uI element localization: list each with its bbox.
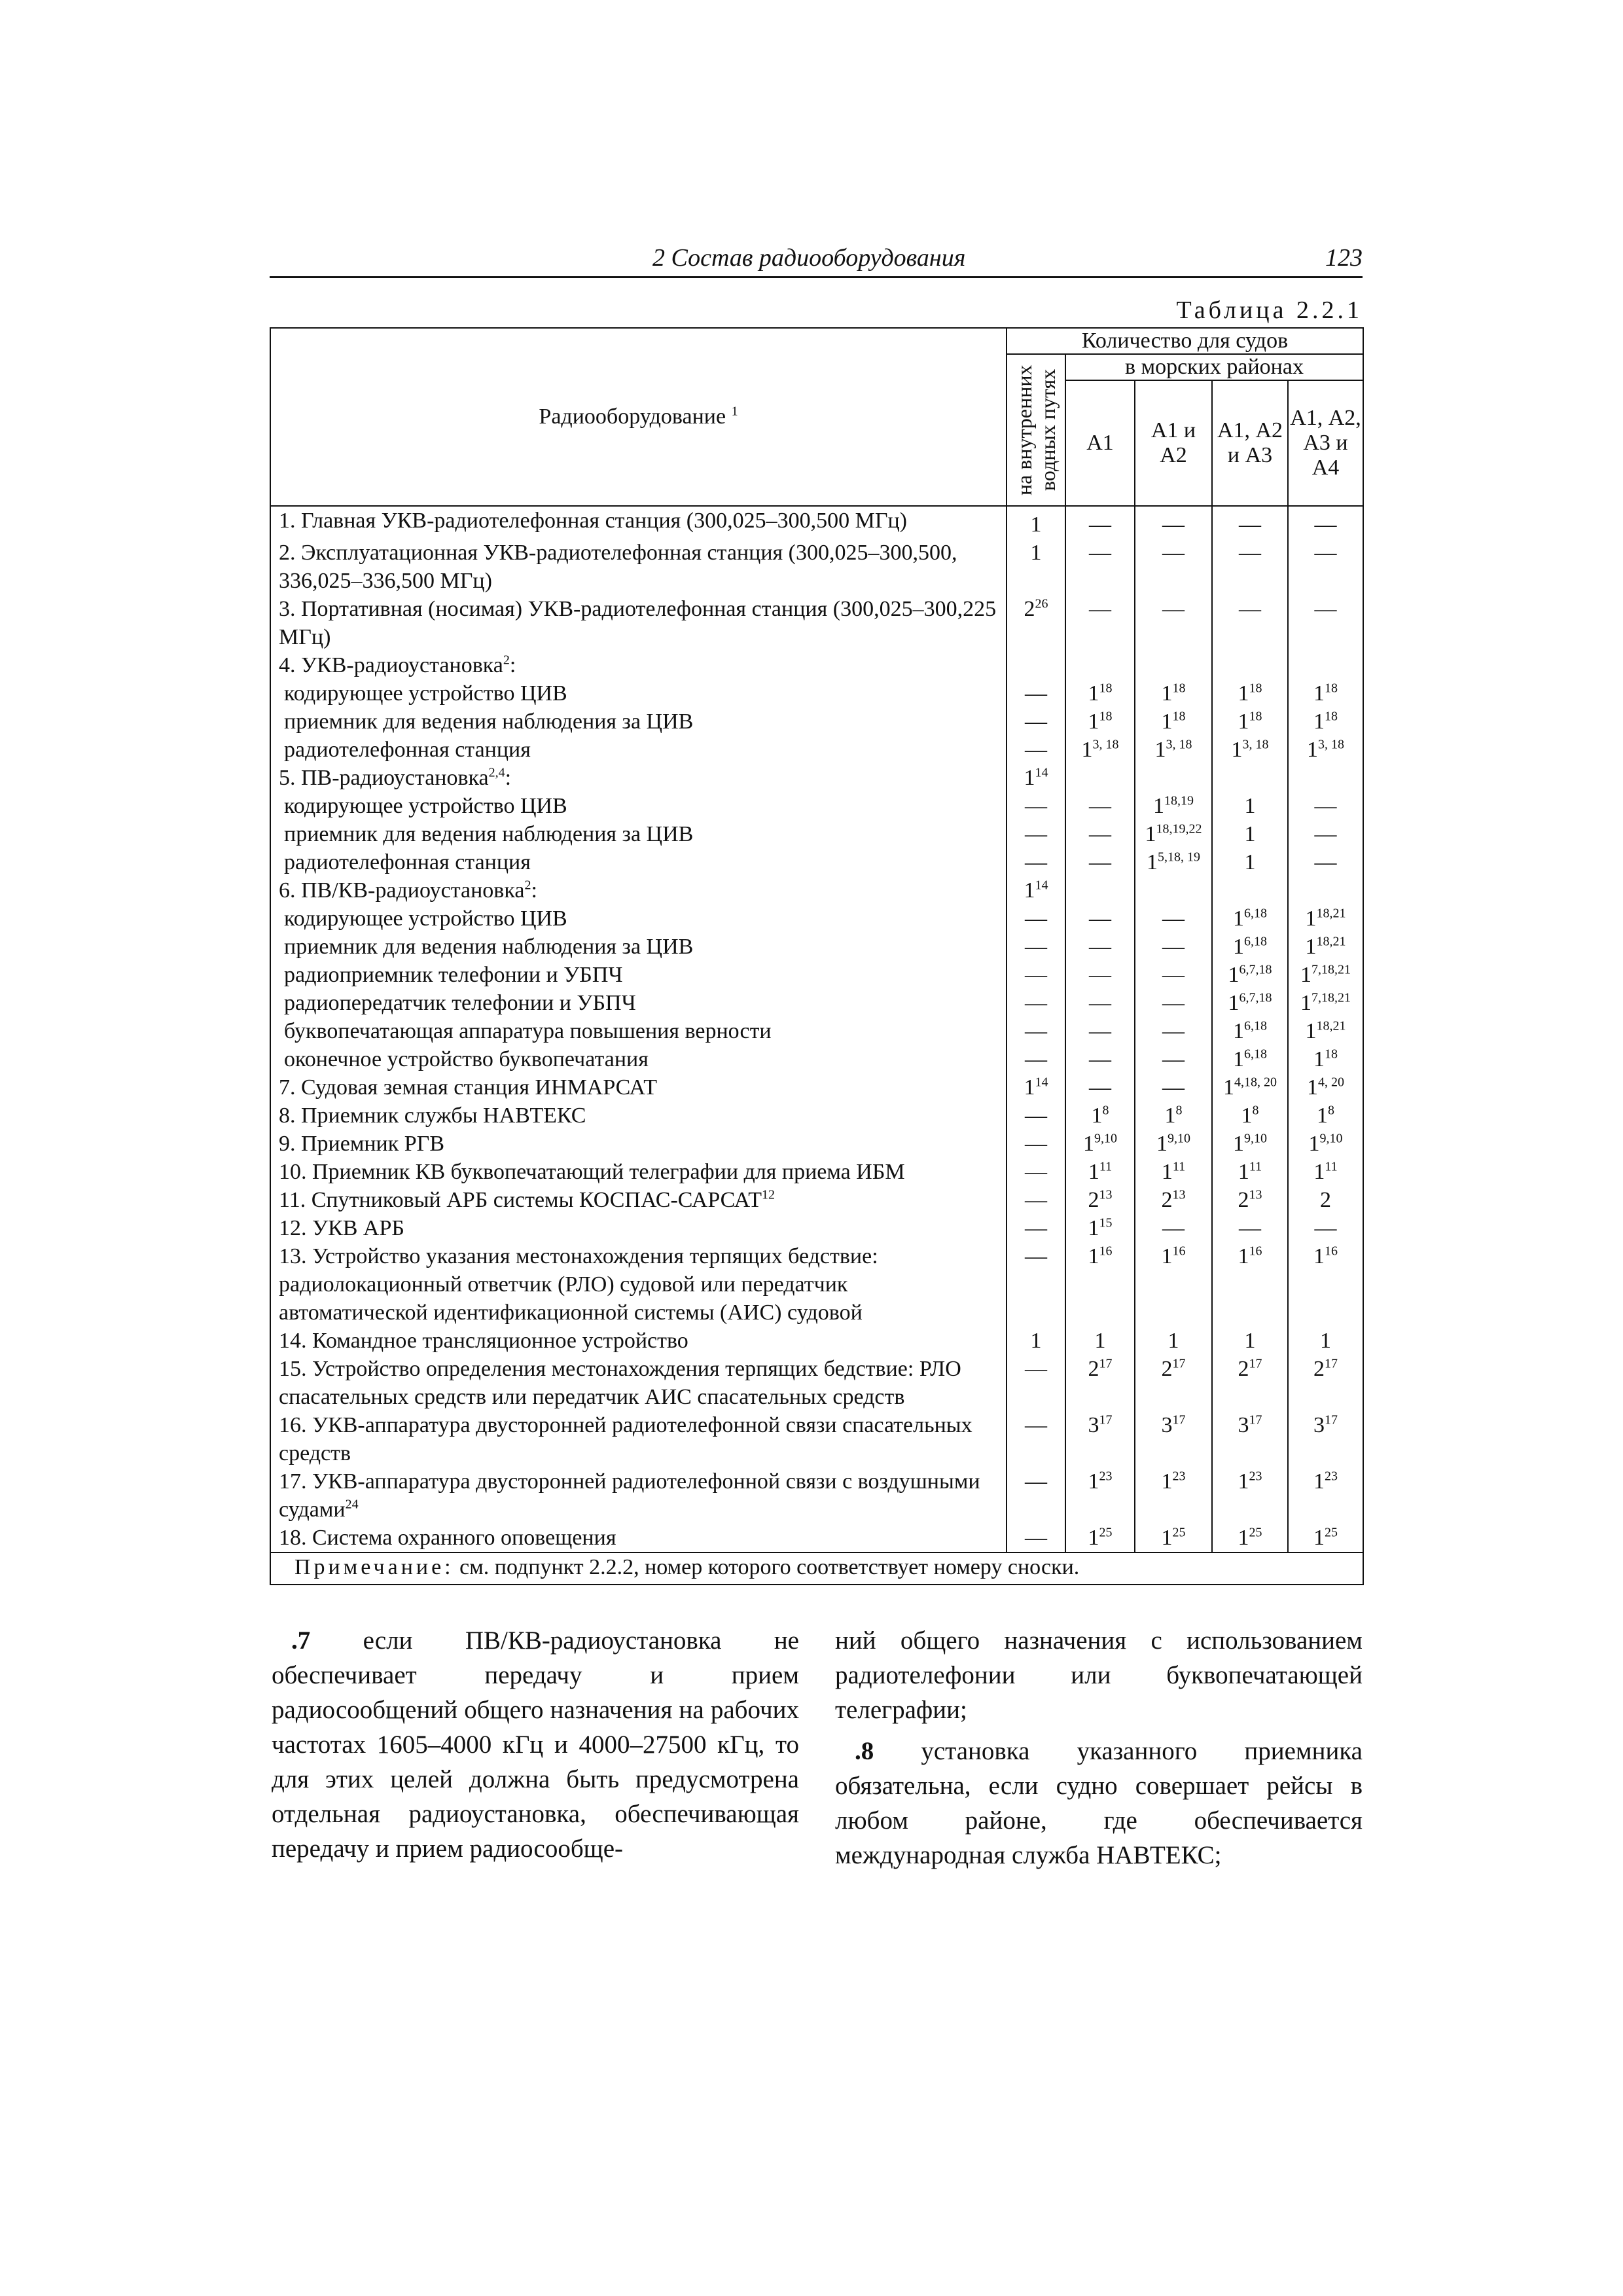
quantity-cell: — [1135, 506, 1212, 539]
quantity-cell: $2^{17}$ [1288, 1355, 1363, 1411]
quantity-cell: $1^{18}$ [1212, 708, 1288, 736]
quantity-cell: — [1212, 539, 1288, 595]
quantity-cell: — [1288, 820, 1363, 848]
table-row [270, 679, 1363, 708]
equipment-name: радиопередатчик телефонии и УБПЧ [270, 989, 1007, 1017]
quantity-cell: — [1007, 905, 1065, 933]
quantity-cell: $1^{16}$ [1212, 1242, 1288, 1327]
equipment-name: 16. УКВ-аппаратура двусторонней радиотелефонной связи спасательных средств [270, 1411, 1007, 1467]
quantity-cell: — [1288, 848, 1363, 876]
quantity-cell [1212, 764, 1288, 792]
quantity-cell: 1$^{3, 18}$ [1135, 736, 1212, 764]
quantity-cell [1288, 876, 1363, 905]
table-row [270, 820, 1363, 848]
quantity-cell [1065, 764, 1135, 792]
quantity-cell: 1$^{3, 18}$ [1212, 736, 1288, 764]
quantity-cell: — [1212, 595, 1288, 651]
quantity-cell: $2^{13}$ [1212, 1186, 1288, 1214]
inland-column-header: на внутренних водных путях [1007, 354, 1065, 506]
table-row [270, 933, 1363, 961]
equipment-name: 13. Устройство указания местонахождения терпящих бедствие: радиолокационный ответчик (РЛО) судовой или передатчик автоматической идентификационной системы (АИС) судовой [270, 1242, 1007, 1327]
quantity-cell: $1^{18}$ [1065, 679, 1135, 708]
quantity-cell: — [1212, 506, 1288, 539]
quantity-cell: 1$^{6,7,18}$ [1212, 989, 1288, 1017]
quantity-cell: 1$^{6,18}$ [1212, 1017, 1288, 1045]
quantity-cell: 1$^{5,18, 19}$ [1135, 848, 1212, 876]
quantity-cell: $1^{18}$ [1135, 708, 1212, 736]
quantity-cell: $1^{16}$ [1065, 1242, 1135, 1327]
quantity-cell: $1^{18}$ [1288, 679, 1363, 708]
quantity-cell: 1$^{3, 18}$ [1065, 736, 1135, 764]
quantity-cell: $1^{25}$ [1212, 1524, 1288, 1552]
quantity-cell: — [1007, 679, 1065, 708]
quantity-cell: $3^{17}$ [1288, 1411, 1363, 1467]
table-note [270, 1552, 1363, 1585]
table-caption: Таблица 2.2.1 [1176, 296, 1363, 324]
equipment-name: радиотелефонная станция [270, 736, 1007, 764]
equipment-name: оконечное устройство буквопечатания [270, 1045, 1007, 1073]
quantity-cell: $1^{14}$ [1007, 876, 1065, 905]
quantity-cell: — [1288, 1214, 1363, 1242]
equipment-name: приемник для ведения наблюдения за ЦИВ [270, 708, 1007, 736]
table-row [270, 905, 1363, 933]
sea-col-header: А1, А2, А3 и А4 [1288, 380, 1363, 506]
quantity-cell: 1 [1212, 820, 1288, 848]
quantity-cell: — [1007, 1186, 1065, 1214]
quantity-cell: 1$^{18,21}$ [1288, 905, 1363, 933]
paragraph-8: .8 установка указанного приемника обязательна, если судно совершает рейсы в любом районе, где обеспечивается международная служба НАВТЕКС; [835, 1737, 1363, 1869]
quantity-cell: $1^{14}$ [1007, 764, 1065, 792]
quantity-cell: 1 [1007, 539, 1065, 595]
quantity-group-header: Количество для судов [1007, 328, 1363, 354]
quantity-cell: — [1065, 820, 1135, 848]
quantity-cell: 1 [1212, 848, 1288, 876]
quantity-cell: $1^{18}$ [1288, 708, 1363, 736]
quantity-cell: 2 [1288, 1186, 1363, 1214]
table-row [270, 1467, 1363, 1524]
quantity-cell: — [1007, 1017, 1065, 1045]
table-row [270, 764, 1363, 792]
page-number: 123 [1325, 244, 1363, 272]
quantity-cell: $2^{17}$ [1135, 1355, 1212, 1411]
table-row [270, 539, 1363, 595]
table-row [270, 1355, 1363, 1411]
quantity-cell: — [1065, 792, 1135, 820]
equipment-name: кодирующее устройство ЦИВ [270, 905, 1007, 933]
table-row [270, 1214, 1363, 1242]
table-row [270, 708, 1363, 736]
table-row [270, 1158, 1363, 1186]
quantity-cell: $1^{11}$ [1135, 1158, 1212, 1186]
table-row [270, 876, 1363, 905]
table-row [270, 1017, 1363, 1045]
quantity-cell: $2^{17}$ [1212, 1355, 1288, 1411]
quantity-cell: $1^8$ [1135, 1102, 1212, 1130]
quantity-cell: 1 [1007, 506, 1065, 539]
quantity-cell: — [1135, 1214, 1212, 1242]
table-row [270, 961, 1363, 989]
sea-areas-header: в морских районах [1065, 354, 1363, 380]
quantity-cell: — [1135, 933, 1212, 961]
quantity-cell: — [1007, 792, 1065, 820]
table-row [270, 1130, 1363, 1158]
quantity-cell: — [1007, 1045, 1065, 1073]
equipment-name: 18. Система охранного оповещения [270, 1524, 1007, 1552]
equipment-name: радиоприемник телефонии и УБПЧ [270, 961, 1007, 989]
quantity-cell [1007, 651, 1065, 679]
quantity-cell: 1 [1135, 1327, 1212, 1355]
quantity-cell [1288, 764, 1363, 792]
quantity-cell: $3^{17}$ [1065, 1411, 1135, 1467]
table-row [270, 1327, 1363, 1355]
quantity-cell: $1^{11}$ [1065, 1158, 1135, 1186]
quantity-cell: $1^{23}$ [1212, 1467, 1288, 1524]
quantity-cell: $1^{16}$ [1135, 1242, 1212, 1327]
quantity-cell [1135, 876, 1212, 905]
quantity-cell: — [1007, 820, 1065, 848]
table-row [270, 595, 1363, 651]
quantity-cell [1065, 876, 1135, 905]
quantity-cell: — [1007, 1102, 1065, 1130]
quantity-cell: $1^8$ [1288, 1102, 1363, 1130]
table-row [270, 989, 1363, 1017]
equipment-table [270, 327, 1364, 1585]
quantity-cell: $1^{11}$ [1288, 1158, 1363, 1186]
quantity-cell: — [1065, 1017, 1135, 1045]
quantity-cell [1288, 651, 1363, 679]
quantity-cell: — [1065, 506, 1135, 539]
quantity-cell: 1 [1212, 1327, 1288, 1355]
quantity-cell: $1^{14}$ [1007, 1073, 1065, 1102]
quantity-cell: 1$^{9,10}$ [1065, 1130, 1135, 1158]
quantity-cell: — [1065, 539, 1135, 595]
sea-col-header: А1, А2 и А3 [1212, 380, 1288, 506]
quantity-cell: — [1135, 989, 1212, 1017]
quantity-cell: 1$^{4,18, 20}$ [1212, 1073, 1288, 1102]
quantity-cell: — [1007, 961, 1065, 989]
quantity-cell: — [1065, 961, 1135, 989]
quantity-cell [1135, 764, 1212, 792]
quantity-cell: — [1288, 539, 1363, 595]
quantity-cell [1065, 651, 1135, 679]
table-row [270, 1102, 1363, 1130]
quantity-cell: 1$^{9,10}$ [1288, 1130, 1363, 1158]
equipment-name: кодирующее устройство ЦИВ [270, 679, 1007, 708]
equipment-name: 12. УКВ АРБ [270, 1214, 1007, 1242]
quantity-cell: 1$^{6,7,18}$ [1212, 961, 1288, 989]
equipment-name: 3. Портативная (носимая) УКВ-радиотелефонная станция (300,025–300,225 МГц) [270, 595, 1007, 651]
quantity-cell: 1$^{6,18}$ [1212, 1045, 1288, 1073]
table-row [270, 1186, 1363, 1214]
quantity-cell: 1 [1288, 1327, 1363, 1355]
quantity-cell: 1$^{6,18}$ [1212, 933, 1288, 961]
quantity-cell: — [1288, 506, 1363, 539]
quantity-cell: — [1007, 736, 1065, 764]
quantity-cell: $2^{13}$ [1065, 1186, 1135, 1214]
quantity-cell: — [1135, 595, 1212, 651]
quantity-cell: 1$^{3, 18}$ [1288, 736, 1363, 764]
note-label: Примечание: [294, 1555, 454, 1579]
quantity-cell: 1$^{9,10}$ [1135, 1130, 1212, 1158]
quantity-cell: 1 [1212, 792, 1288, 820]
quantity-cell: — [1135, 539, 1212, 595]
equipment-name: кодирующее устройство ЦИВ [270, 792, 1007, 820]
quantity-cell: $3^{17}$ [1212, 1411, 1288, 1467]
quantity-cell: — [1007, 1214, 1065, 1242]
quantity-cell: $1^{15}$ [1065, 1214, 1135, 1242]
quantity-cell: — [1007, 933, 1065, 961]
equipment-name: буквопечатающая аппаратура повышения верности [270, 1017, 1007, 1045]
quantity-cell: $1^{18}$ [1135, 679, 1212, 708]
quantity-cell: $1^{25}$ [1065, 1524, 1135, 1552]
quantity-cell: 1$^{18,21}$ [1288, 1017, 1363, 1045]
quantity-cell: — [1007, 989, 1065, 1017]
quantity-cell: — [1065, 1045, 1135, 1073]
quantity-cell: — [1065, 1073, 1135, 1102]
quantity-cell: — [1065, 848, 1135, 876]
equipment-name: приемник для ведения наблюдения за ЦИВ [270, 820, 1007, 848]
quantity-cell: — [1065, 905, 1135, 933]
quantity-cell: — [1007, 848, 1065, 876]
quantity-cell: — [1135, 905, 1212, 933]
body-column-left [272, 1623, 799, 1866]
quantity-cell [1212, 651, 1288, 679]
quantity-cell: $1^{23}$ [1135, 1467, 1212, 1524]
quantity-cell: — [1007, 1411, 1065, 1467]
quantity-cell: — [1135, 1045, 1212, 1073]
equipment-name: 11. Спутниковый АРБ системы КОСПАС-САРСАТ$^{12}$ [270, 1186, 1007, 1214]
quantity-cell: 1$^{9,10}$ [1212, 1130, 1288, 1158]
quantity-cell: 1 [1007, 1327, 1065, 1355]
quantity-cell: $1^8$ [1065, 1102, 1135, 1130]
equipment-column-header: Радиооборудование $^1$ [270, 328, 1007, 506]
quantity-cell: $1^{25}$ [1135, 1524, 1212, 1552]
table-row [270, 1242, 1363, 1327]
running-header [270, 242, 1363, 278]
quantity-cell: $1^8$ [1212, 1102, 1288, 1130]
equipment-name: 2. Эксплуатационная УКВ-радиотелефонная станция (300,025–300,500, 336,025–336,500 МГц) [270, 539, 1007, 595]
quantity-cell: — [1007, 1355, 1065, 1411]
equipment-name: 14. Командное трансляционное устройство [270, 1327, 1007, 1355]
quantity-cell: — [1212, 1214, 1288, 1242]
quantity-cell: 1$^{18,19}$ [1135, 792, 1212, 820]
table-row [270, 792, 1363, 820]
quantity-cell: 1$^{7,18,21}$ [1288, 989, 1363, 1017]
table-row [270, 1411, 1363, 1467]
quantity-cell: $1^{23}$ [1288, 1467, 1363, 1524]
quantity-cell: $3^{17}$ [1135, 1411, 1212, 1467]
quantity-cell: $2^{26}$ [1007, 595, 1065, 651]
equipment-name: 5. ПВ-радиоустановка$^{2,4}$: [270, 764, 1007, 792]
quantity-cell: $1^{16}$ [1288, 1242, 1363, 1327]
quantity-cell: $2^{13}$ [1135, 1186, 1212, 1214]
equipment-name: радиотелефонная станция [270, 848, 1007, 876]
quantity-cell: 1 [1065, 1327, 1135, 1355]
table-row [270, 506, 1363, 539]
quantity-cell [1135, 651, 1212, 679]
quantity-cell: — [1288, 595, 1363, 651]
quantity-cell: — [1007, 708, 1065, 736]
quantity-cell: — [1065, 933, 1135, 961]
equipment-name: 10. Приемник КВ буквопечатающий телеграфии для приема ИБМ [270, 1158, 1007, 1186]
equipment-name: приемник для ведения наблюдения за ЦИВ [270, 933, 1007, 961]
quantity-cell: $1^{25}$ [1288, 1524, 1363, 1552]
quantity-cell: $1^{11}$ [1212, 1158, 1288, 1186]
equipment-name: 8. Приемник службы НАВТЕКС [270, 1102, 1007, 1130]
quantity-cell: — [1007, 1467, 1065, 1524]
quantity-cell: 1$^{6,18}$ [1212, 905, 1288, 933]
quantity-cell: — [1135, 1073, 1212, 1102]
quantity-cell: — [1007, 1524, 1065, 1552]
quantity-cell: $1^{18}$ [1065, 708, 1135, 736]
equipment-name: 6. ПВ/КВ-радиоустановка$^2$: [270, 876, 1007, 905]
equipment-name: 1. Главная УКВ-радиотелефонная станция (300,025–300,500 МГц) [270, 506, 1007, 539]
quantity-cell: 1$^{7,18,21}$ [1288, 961, 1363, 989]
equipment-name: 4. УКВ-радиоустановка$^2$: [270, 651, 1007, 679]
quantity-cell [1212, 876, 1288, 905]
quantity-cell: 1$^{18,21}$ [1288, 933, 1363, 961]
body-column-right [835, 1623, 1363, 1873]
table-row [270, 848, 1363, 876]
quantity-cell: $2^{17}$ [1065, 1355, 1135, 1411]
section-title: 2 Состав радиооборудования [652, 244, 966, 272]
table-row [270, 1073, 1363, 1102]
quantity-cell: — [1065, 989, 1135, 1017]
equipment-name: 9. Приемник РГВ [270, 1130, 1007, 1158]
quantity-cell: — [1007, 1130, 1065, 1158]
quantity-cell: $1^{23}$ [1065, 1467, 1135, 1524]
quantity-cell: — [1065, 595, 1135, 651]
quantity-cell: $1^{18}$ [1212, 679, 1288, 708]
paragraph-7: .7 если ПВ/КВ-радиоустановка не обеспечивает передачу и прием радиосообщений общего назначения на рабочих частотах 1605–4000 кГц и 4000–27500 кГц, то для этих целей должна быть предусмотрена отдельная радиоустановка, обеспечивающая передачу и прием радиосообще- [272, 1626, 799, 1863]
table-row [270, 1045, 1363, 1073]
note-text: см. подпункт 2.2.2, номер которого соответствует номеру сноски. [454, 1555, 1080, 1579]
sea-col-header: А1 и А2 [1135, 380, 1212, 506]
quantity-cell: — [1135, 1017, 1212, 1045]
quantity-cell: 1$^{18,19,22}$ [1135, 820, 1212, 848]
quantity-cell: $1^{18}$ [1288, 1045, 1363, 1073]
equipment-name: 7. Судовая земная станция ИНМАРСАТ [270, 1073, 1007, 1102]
equipment-name: 15. Устройство определения местонахождения терпящих бедствие: РЛО спасательных средств или передатчик АИС спасательных средств [270, 1355, 1007, 1411]
table-row [270, 1524, 1363, 1552]
equipment-name: 17. УКВ-аппаратура двусторонней радиотелефонной связи с воздушными судами$^{24}$ [270, 1467, 1007, 1524]
quantity-cell: 1$^{4, 20}$ [1288, 1073, 1363, 1102]
sea-col-header: А1 [1065, 380, 1135, 506]
quantity-cell: — [1007, 1158, 1065, 1186]
quantity-cell: — [1007, 1242, 1065, 1327]
paragraph-7-continued: ний общего назначения с использованием радиотелефонии или буквопечатающей телеграфии; [835, 1626, 1363, 1724]
quantity-cell: — [1288, 792, 1363, 820]
table-row [270, 651, 1363, 679]
quantity-cell: — [1135, 961, 1212, 989]
table-row [270, 736, 1363, 764]
